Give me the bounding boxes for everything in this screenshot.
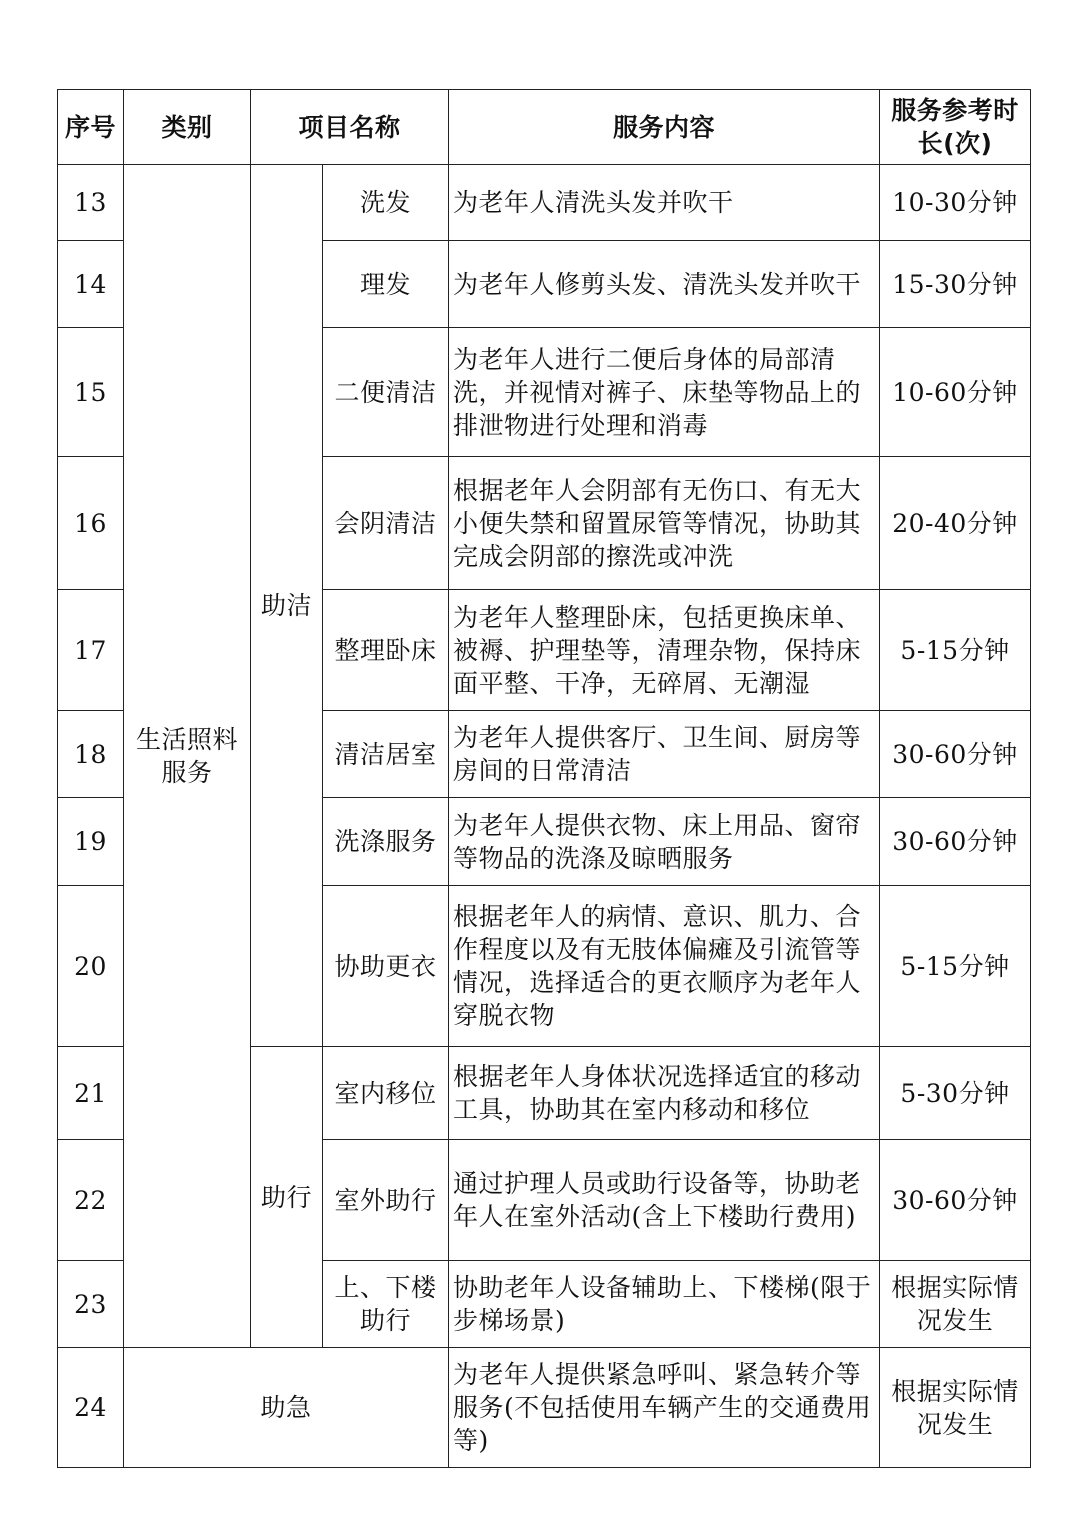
row-seq: 14 <box>58 241 124 328</box>
row-duration: 30-60分钟 <box>880 711 1031 798</box>
row-duration: 10-30分钟 <box>880 165 1031 241</box>
header-content: 服务内容 <box>449 90 880 165</box>
table-row <box>58 165 1031 241</box>
row-name: 助急 <box>124 1348 449 1468</box>
row-content: 为老年人清洗头发并吹干 <box>449 165 880 241</box>
header-category: 类别 <box>124 90 251 165</box>
row-content: 根据老年人会阴部有无伤口、有无大小便失禁和留置尿管等情况，协助其完成会阴部的擦洗或冲洗 <box>449 457 880 590</box>
header-duration: 服务参考时长(次) <box>880 90 1031 165</box>
row-name: 洗发 <box>323 165 449 241</box>
row-duration: 30-60分钟 <box>880 798 1031 886</box>
row-seq: 15 <box>58 328 124 457</box>
row-seq: 16 <box>58 457 124 590</box>
row-name: 理发 <box>323 241 449 328</box>
row-name: 清洁居室 <box>323 711 449 798</box>
row-duration: 15-30分钟 <box>880 241 1031 328</box>
row-content: 为老年人提供紧急呼叫、紧急转介等服务(不包括使用车辆产生的交通费用等) <box>449 1348 880 1468</box>
table-row <box>58 1348 1031 1468</box>
row-seq: 21 <box>58 1047 124 1140</box>
row-seq: 23 <box>58 1261 124 1348</box>
group-clean-cell: 助洁 <box>251 165 323 1047</box>
row-name: 会阴清洁 <box>323 457 449 590</box>
row-duration: 20-40分钟 <box>880 457 1031 590</box>
row-duration: 根据实际情况发生 <box>880 1348 1031 1468</box>
row-content: 协助老年人设备辅助上、下楼梯(限于步梯场景) <box>449 1261 880 1348</box>
row-duration: 10-60分钟 <box>880 328 1031 457</box>
row-duration: 5-15分钟 <box>880 886 1031 1047</box>
row-seq: 13 <box>58 165 124 241</box>
header-row <box>58 90 1031 165</box>
row-duration: 根据实际情况发生 <box>880 1261 1031 1348</box>
row-name: 协助更衣 <box>323 886 449 1047</box>
group-walk-cell: 助行 <box>251 1047 323 1348</box>
category-cell: 生活照料服务 <box>124 165 251 1348</box>
service-table <box>57 89 1031 1468</box>
row-content: 为老年人修剪头发、清洗头发并吹干 <box>449 241 880 328</box>
row-content: 根据老年人身体状况选择适宜的移动工具，协助其在室内移动和移位 <box>449 1047 880 1140</box>
header-seq: 序号 <box>58 90 124 165</box>
row-seq: 17 <box>58 590 124 711</box>
row-content: 为老年人提供客厅、卫生间、厨房等房间的日常清洁 <box>449 711 880 798</box>
row-name: 二便清洁 <box>323 328 449 457</box>
row-seq: 19 <box>58 798 124 886</box>
row-content: 通过护理人员或助行设备等，协助老年人在室外活动(含上下楼助行费用) <box>449 1140 880 1261</box>
row-seq: 20 <box>58 886 124 1047</box>
row-name: 室外助行 <box>323 1140 449 1261</box>
row-name: 室内移位 <box>323 1047 449 1140</box>
row-duration: 5-15分钟 <box>880 590 1031 711</box>
header-item-name: 项目名称 <box>251 90 449 165</box>
row-content: 根据老年人的病情、意识、肌力、合作程度以及有无肢体偏瘫及引流管等情况，选择适合的更衣顺序为老年人穿脱衣物 <box>449 886 880 1047</box>
row-name: 上、下楼助行 <box>323 1261 449 1348</box>
row-seq: 18 <box>58 711 124 798</box>
row-duration: 5-30分钟 <box>880 1047 1031 1140</box>
row-content: 为老年人提供衣物、床上用品、窗帘等物品的洗涤及晾晒服务 <box>449 798 880 886</box>
row-seq: 24 <box>58 1348 124 1468</box>
row-content: 为老年人整理卧床，包括更换床单、被褥、护理垫等，清理杂物，保持床面平整、干净，无碎屑、无潮湿 <box>449 590 880 711</box>
row-seq: 22 <box>58 1140 124 1261</box>
row-name: 整理卧床 <box>323 590 449 711</box>
row-duration: 30-60分钟 <box>880 1140 1031 1261</box>
row-content: 为老年人进行二便后身体的局部清洗，并视情对裤子、床垫等物品上的排泄物进行处理和消毒 <box>449 328 880 457</box>
row-name: 洗涤服务 <box>323 798 449 886</box>
